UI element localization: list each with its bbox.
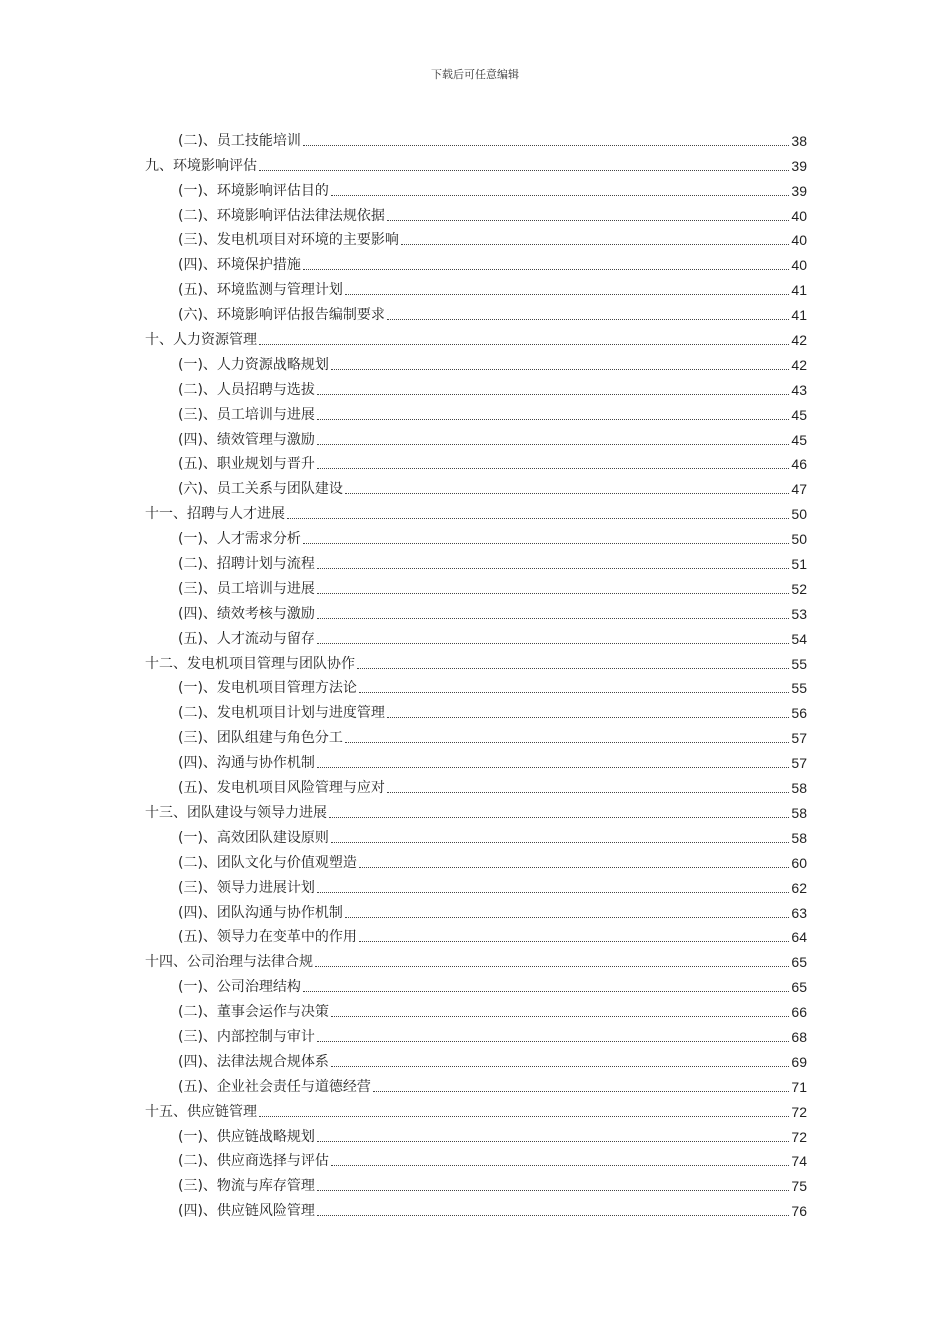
toc-chapter-entry[interactable] [145, 946, 807, 971]
toc-entry-page-number: 63 [791, 904, 807, 921]
toc-section-entry[interactable] [145, 299, 807, 324]
toc-entry-page-number: 66 [791, 1004, 807, 1021]
toc-entry-title: 十一、招聘与人才进展 [145, 506, 285, 523]
toc-section-entry[interactable] [145, 1121, 807, 1146]
toc-entry-title: (六)、员工关系与团队建设 [178, 481, 343, 498]
toc-section-entry[interactable] [145, 971, 807, 996]
toc-entry-title: (四)、团队沟通与协作机制 [178, 904, 343, 921]
toc-dot-leader [387, 319, 789, 320]
toc-section-entry[interactable] [145, 473, 807, 498]
toc-entry-page-number: 41 [791, 282, 807, 299]
toc-entry-page-number: 72 [791, 1103, 807, 1120]
toc-dot-leader [345, 493, 789, 494]
toc-entry-page-number: 42 [791, 332, 807, 349]
toc-chapter-entry[interactable] [145, 648, 807, 673]
toc-dot-leader [345, 742, 789, 743]
toc-entry-page-number: 58 [791, 804, 807, 821]
toc-section-entry[interactable] [145, 1071, 807, 1096]
toc-section-entry[interactable] [145, 175, 807, 200]
toc-entry-page-number: 41 [791, 307, 807, 324]
toc-entry-title: (三)、员工培训与进展 [178, 580, 315, 597]
toc-entry-title: (五)、人才流动与留存 [178, 630, 315, 647]
toc-entry-page-number: 74 [791, 1153, 807, 1170]
toc-dot-leader [287, 518, 789, 519]
toc-entry-title: (五)、企业社会责任与道德经营 [178, 1078, 371, 1095]
toc-entry-page-number: 38 [791, 132, 807, 149]
toc-dot-leader [331, 1165, 789, 1166]
toc-section-entry[interactable] [145, 374, 807, 399]
toc-entry-title: (三)、团队组建与角色分工 [178, 730, 343, 747]
toc-section-entry[interactable] [145, 200, 807, 225]
toc-entry-title: (二)、员工技能培训 [178, 132, 301, 149]
toc-section-entry[interactable] [145, 548, 807, 573]
toc-dot-leader [345, 917, 789, 918]
toc-entry-title: (四)、沟通与协作机制 [178, 755, 315, 772]
toc-entry-page-number: 56 [791, 705, 807, 722]
toc-entry-page-number: 65 [791, 979, 807, 996]
toc-entry-title: (二)、招聘计划与流程 [178, 556, 315, 573]
toc-section-entry[interactable] [145, 847, 807, 872]
toc-entry-page-number: 68 [791, 1028, 807, 1045]
toc-dot-leader [317, 643, 789, 644]
toc-entry-title: (三)、发电机项目对环境的主要影响 [178, 232, 399, 249]
toc-section-entry[interactable] [145, 897, 807, 922]
toc-entry-page-number: 46 [791, 456, 807, 473]
toc-entry-page-number: 51 [791, 556, 807, 573]
toc-entry-page-number: 58 [791, 780, 807, 797]
toc-dot-leader [317, 1215, 789, 1216]
page-header: 下载后可任意编辑 [431, 68, 519, 81]
toc-dot-leader [317, 767, 789, 768]
toc-entry-page-number: 72 [791, 1128, 807, 1145]
toc-dot-leader [317, 568, 789, 569]
toc-entry-title: (六)、环境影响评估报告编制要求 [178, 307, 385, 324]
toc-entry-page-number: 42 [791, 356, 807, 373]
toc-entry-page-number: 54 [791, 630, 807, 647]
toc-entry-title: 十四、公司治理与法律合规 [145, 954, 313, 971]
toc-section-entry[interactable] [145, 1195, 807, 1220]
toc-entry-title: (一)、公司治理结构 [178, 979, 301, 996]
toc-section-entry[interactable] [145, 399, 807, 424]
toc-section-entry[interactable] [145, 623, 807, 648]
toc-dot-leader [373, 1091, 789, 1092]
toc-dot-leader [315, 966, 789, 967]
toc-entry-title: (三)、物流与库存管理 [178, 1178, 315, 1195]
toc-dot-leader [357, 668, 789, 669]
toc-dot-leader [317, 892, 789, 893]
toc-entry-title: (五)、职业规划与晋升 [178, 456, 315, 473]
toc-dot-leader [317, 394, 789, 395]
toc-entry-page-number: 45 [791, 406, 807, 423]
toc-dot-leader [303, 145, 789, 146]
toc-dot-leader [387, 792, 789, 793]
toc-chapter-entry[interactable] [145, 324, 807, 349]
toc-section-entry[interactable] [145, 274, 807, 299]
toc-section-entry[interactable] [145, 573, 807, 598]
toc-section-entry[interactable] [145, 1046, 807, 1071]
toc-entry-page-number: 57 [791, 755, 807, 772]
toc-entry-title: (一)、发电机项目管理方法论 [178, 680, 357, 697]
toc-entry-page-number: 55 [791, 655, 807, 672]
toc-section-entry[interactable] [145, 1146, 807, 1171]
toc-dot-leader [303, 991, 789, 992]
toc-dot-leader [331, 195, 789, 196]
toc-dot-leader [331, 842, 789, 843]
toc-entry-title: (二)、发电机项目计划与进度管理 [178, 705, 385, 722]
toc-dot-leader [303, 543, 789, 544]
toc-dot-leader [317, 1141, 789, 1142]
toc-chapter-entry[interactable] [145, 498, 807, 523]
toc-dot-leader [359, 941, 789, 942]
toc-entry-page-number: 50 [791, 506, 807, 523]
toc-dot-leader [317, 1190, 789, 1191]
toc-entry-page-number: 62 [791, 879, 807, 896]
toc-section-entry[interactable] [145, 349, 807, 374]
toc-section-entry[interactable] [145, 225, 807, 250]
toc-entry-page-number: 39 [791, 182, 807, 199]
toc-section-entry[interactable] [145, 872, 807, 897]
toc-entry-page-number: 55 [791, 680, 807, 697]
toc-entry-title: (二)、环境影响评估法律法规依据 [178, 207, 385, 224]
toc-section-entry[interactable] [145, 598, 807, 623]
toc-entry-page-number: 57 [791, 730, 807, 747]
toc-entry-title: (五)、领导力在变革中的作用 [178, 929, 357, 946]
toc-section-entry[interactable] [145, 523, 807, 548]
toc-dot-leader [401, 244, 789, 245]
toc-section-entry[interactable] [145, 424, 807, 449]
toc-entry-page-number: 40 [791, 232, 807, 249]
toc-entry-page-number: 43 [791, 381, 807, 398]
toc-entry-title: (五)、发电机项目风险管理与应对 [178, 780, 385, 797]
toc-section-entry[interactable] [145, 1170, 807, 1195]
toc-section-entry[interactable] [145, 772, 807, 797]
toc-entry-title: 十二、发电机项目管理与团队协作 [145, 655, 355, 672]
toc-dot-leader [317, 593, 789, 594]
toc-section-entry[interactable] [145, 449, 807, 474]
toc-dot-leader [303, 269, 789, 270]
toc-entry-title: (二)、供应商选择与评估 [178, 1153, 329, 1170]
toc-entry-title: (三)、员工培训与进展 [178, 406, 315, 423]
toc-entry-page-number: 39 [791, 157, 807, 174]
toc-entry-title: (二)、董事会运作与决策 [178, 1004, 329, 1021]
toc-entry-page-number: 45 [791, 431, 807, 448]
toc-entry-title: (一)、环境影响评估目的 [178, 182, 329, 199]
toc-section-entry[interactable] [145, 673, 807, 698]
toc-section-entry[interactable] [145, 922, 807, 947]
toc-entry-title: (四)、绩效考核与激励 [178, 605, 315, 622]
toc-entry-page-number: 40 [791, 257, 807, 274]
toc-entry-page-number: 69 [791, 1053, 807, 1070]
toc-chapter-entry[interactable] [145, 797, 807, 822]
table-of-contents [145, 125, 807, 1220]
toc-dot-leader [317, 419, 789, 420]
toc-entry-page-number: 75 [791, 1178, 807, 1195]
toc-dot-leader [331, 369, 789, 370]
toc-section-entry[interactable] [145, 722, 807, 747]
toc-chapter-entry[interactable] [145, 150, 807, 175]
toc-entry-title: (四)、供应链风险管理 [178, 1203, 315, 1220]
toc-dot-leader [331, 1066, 789, 1067]
toc-entry-title: (四)、绩效管理与激励 [178, 431, 315, 448]
toc-chapter-entry[interactable] [145, 1096, 807, 1121]
toc-dot-leader [317, 618, 789, 619]
toc-dot-leader [345, 294, 789, 295]
toc-dot-leader [317, 1041, 789, 1042]
toc-entry-title: (四)、环境保护措施 [178, 257, 301, 274]
toc-entry-title: 十五、供应链管理 [145, 1103, 257, 1120]
toc-dot-leader [317, 444, 789, 445]
toc-entry-title: (三)、领导力进展计划 [178, 879, 315, 896]
toc-entry-page-number: 60 [791, 854, 807, 871]
toc-dot-leader [359, 867, 789, 868]
toc-entry-page-number: 53 [791, 605, 807, 622]
toc-dot-leader [259, 1116, 789, 1117]
toc-section-entry[interactable] [145, 822, 807, 847]
toc-dot-leader [259, 344, 789, 345]
toc-entry-page-number: 52 [791, 580, 807, 597]
toc-dot-leader [317, 468, 789, 469]
toc-dot-leader [331, 1016, 789, 1017]
toc-section-entry[interactable] [145, 996, 807, 1021]
toc-entry-title: (一)、高效团队建设原则 [178, 829, 329, 846]
toc-entry-page-number: 40 [791, 207, 807, 224]
toc-entry-title: (一)、人力资源战略规划 [178, 356, 329, 373]
toc-section-entry[interactable] [145, 697, 807, 722]
toc-entry-page-number: 64 [791, 929, 807, 946]
toc-section-entry[interactable] [145, 249, 807, 274]
toc-entry-title: (一)、供应链战略规划 [178, 1128, 315, 1145]
toc-entry-title: (四)、法律法规合规体系 [178, 1053, 329, 1070]
toc-dot-leader [329, 817, 789, 818]
toc-section-entry[interactable] [145, 747, 807, 772]
toc-section-entry[interactable] [145, 1021, 807, 1046]
toc-entry-title: 九、环境影响评估 [145, 157, 257, 174]
toc-entry-page-number: 50 [791, 531, 807, 548]
toc-entry-page-number: 65 [791, 954, 807, 971]
toc-section-entry[interactable] [145, 125, 807, 150]
toc-entry-title: 十三、团队建设与领导力进展 [145, 804, 327, 821]
toc-dot-leader [387, 717, 789, 718]
toc-entry-title: (二)、团队文化与价值观塑造 [178, 854, 357, 871]
toc-entry-page-number: 58 [791, 829, 807, 846]
toc-dot-leader [259, 170, 789, 171]
toc-dot-leader [359, 692, 789, 693]
toc-entry-title: (三)、内部控制与审计 [178, 1028, 315, 1045]
toc-entry-title: (五)、环境监测与管理计划 [178, 282, 343, 299]
toc-entry-page-number: 76 [791, 1203, 807, 1220]
toc-entry-page-number: 47 [791, 481, 807, 498]
toc-dot-leader [387, 220, 789, 221]
toc-entry-title: (二)、人员招聘与选拔 [178, 381, 315, 398]
toc-entry-page-number: 71 [791, 1078, 807, 1095]
toc-entry-title: 十、人力资源管理 [145, 332, 257, 349]
toc-entry-title: (一)、人才需求分析 [178, 531, 301, 548]
